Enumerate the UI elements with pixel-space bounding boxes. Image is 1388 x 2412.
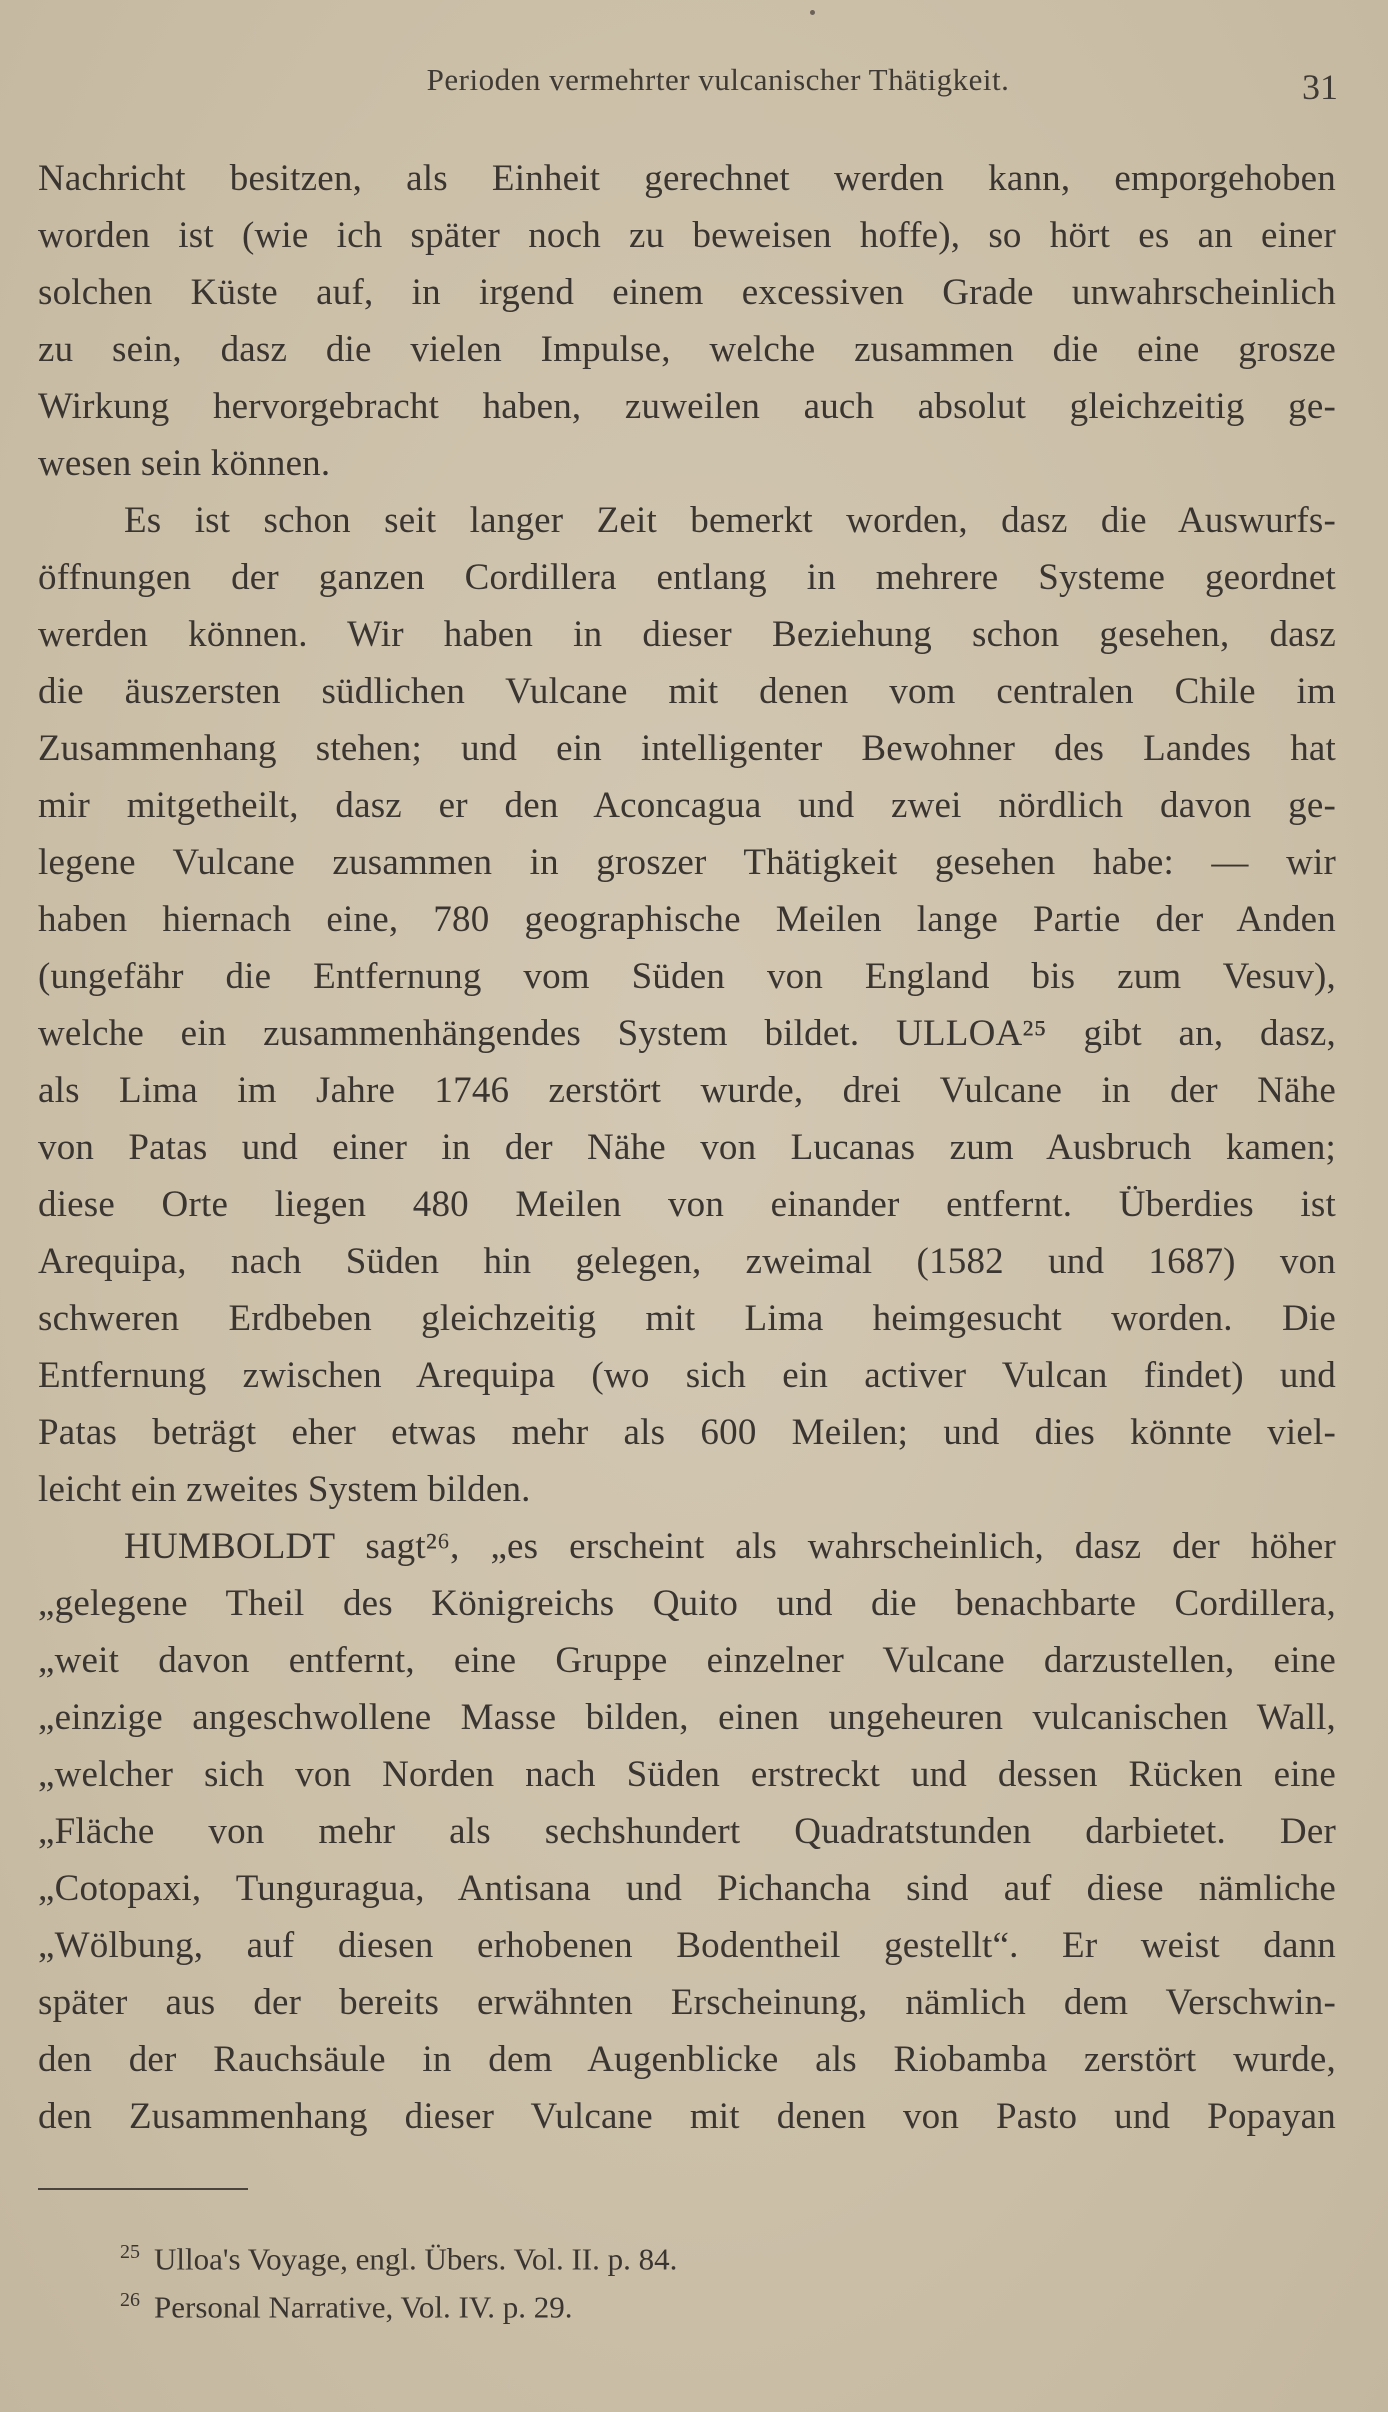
text-line: „Cotopaxi, Tunguragua, Antisana und Pichancha sind auf diese nämliche (38, 1868, 1336, 1909)
text-line: (ungefähr die Entfernung vom Süden von England bis zum Vesuv), (38, 956, 1336, 997)
text-line: schweren Erdbeben gleichzeitig mit Lima heimgesucht worden. Die (38, 1298, 1336, 1339)
footnote-text: Ulloa's Voyage, engl. Übers. Vol. II. p. 84. (154, 2241, 678, 2277)
footnotes (120, 2228, 1220, 2324)
text-line: welche ein zusammenhängendes System bildet. ULLOA²⁵ gibt an, dasz, (38, 1013, 1336, 1054)
text-line: werden können. Wir haben in dieser Beziehung schon gesehen, dasz (38, 614, 1336, 655)
text-line: von Patas und einer in der Nähe von Lucanas zum Ausbruch kamen; (38, 1127, 1336, 1168)
text-line: „Fläche von mehr als sechshundert Quadratstunden darbietet. Der (38, 1811, 1336, 1852)
text-line: zu sein, dasz die vielen Impulse, welche zusammen die eine grosze (38, 329, 1336, 370)
text-line: den Zusammenhang dieser Vulcane mit denen von Pasto und Popayan (38, 2096, 1336, 2137)
running-title: Perioden vermehrter vulcanischer Thätigkeit. (426, 62, 1010, 97)
text-line: Patas beträgt eher etwas mehr als 600 Meilen; und dies könnte viel- (38, 1412, 1336, 1453)
text-line: mir mitgetheilt, dasz er den Aconcagua und zwei nördlich davon ge- (38, 785, 1336, 826)
text-line: diese Orte liegen 480 Meilen von einander entfernt. Überdies ist (38, 1184, 1336, 1225)
footnote-number: 25 (120, 2241, 140, 2263)
text-line: den der Rauchsäule in dem Augenblicke als Riobamba zerstört wurde, (38, 2039, 1336, 2080)
footnote (120, 2228, 1220, 2276)
text-line: leicht ein zweites System bilden. (38, 1469, 531, 1510)
text-line: als Lima im Jahre 1746 zerstört wurde, drei Vulcane in der Nähe (38, 1070, 1336, 1111)
text-line: haben hiernach eine, 780 geographische Meilen lange Partie der Anden (38, 899, 1336, 940)
footnote-divider (38, 2188, 248, 2190)
text-line: „gelegene Theil des Königreichs Quito und die benachbarte Cordillera, (38, 1583, 1336, 1624)
footnote-text: Personal Narrative, Vol. IV. p. 29. (154, 2289, 573, 2325)
text-line: solchen Küste auf, in irgend einem excessiven Grade unwahrscheinlich (38, 272, 1336, 313)
text-line: „einzige angeschwollene Masse bilden, einen ungeheuren vulcanischen Wall, (38, 1697, 1336, 1738)
running-header (38, 62, 1338, 112)
text-line: öffnungen der ganzen Cordillera entlang in mehrere Systeme geordnet (38, 557, 1336, 598)
page-number: 31 (1302, 67, 1338, 107)
text-line: „welcher sich von Norden nach Süden erstreckt und dessen Rücken eine (38, 1754, 1336, 1795)
text-line: Nachricht besitzen, als Einheit gerechnet werden kann, emporgehoben (38, 158, 1336, 199)
text-line: „Wölbung, auf diesen erhobenen Bodentheil gestellt“. Er weist dann (38, 1925, 1336, 1966)
text-line: HUMBOLDT sagt²⁶, „es erscheint als wahrscheinlich, dasz der höher (124, 1526, 1336, 1567)
body-text (38, 150, 1336, 2145)
footnote-number: 26 (120, 2289, 140, 2311)
text-line: später aus der bereits erwähnten Erscheinung, nämlich dem Verschwin- (38, 1982, 1336, 2023)
print-speck (810, 10, 815, 15)
text-line: die äuszersten südlichen Vulcane mit denen vom centralen Chile im (38, 671, 1336, 712)
text-line: Zusammenhang stehen; und ein intelligenter Bewohner des Landes hat (38, 728, 1336, 769)
text-line: legene Vulcane zusammen in groszer Thätigkeit gesehen habe: — wir (38, 842, 1336, 883)
text-line: Wirkung hervorgebracht haben, zuweilen auch absolut gleichzeitig ge- (38, 386, 1336, 427)
text-line: wesen sein können. (38, 443, 331, 484)
text-line: Entfernung zwischen Arequipa (wo sich ein activer Vulcan findet) und (38, 1355, 1336, 1396)
footnote (120, 2276, 1220, 2324)
text-line: Arequipa, nach Süden hin gelegen, zweimal (1582 und 1687) von (38, 1241, 1336, 1282)
text-line: „weit davon entfernt, eine Gruppe einzelner Vulcane darzustellen, eine (38, 1640, 1336, 1681)
text-line: worden ist (wie ich später noch zu beweisen hoffe), so hört es an einer (38, 215, 1336, 256)
text-line: Es ist schon seit langer Zeit bemerkt worden, dasz die Auswurfs- (124, 500, 1336, 541)
